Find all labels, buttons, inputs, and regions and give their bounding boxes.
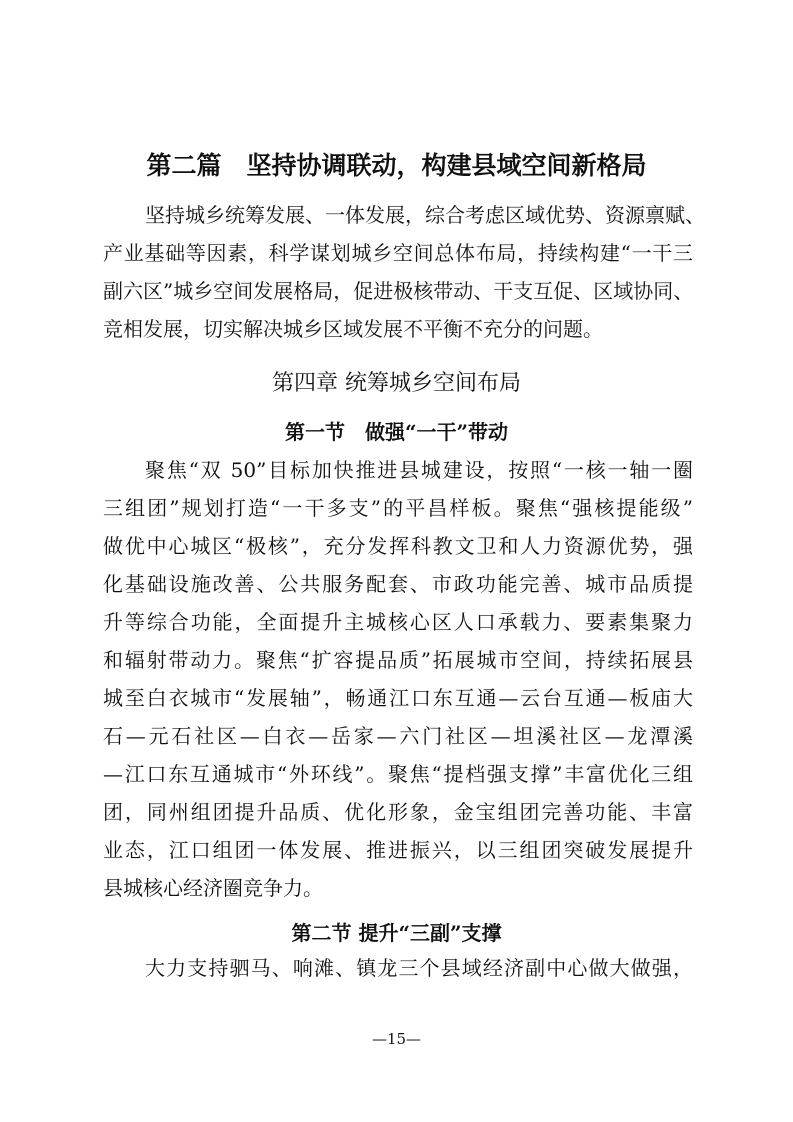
paragraph-line: 业态，江口组团一体发展、推进振兴，以三组团突破发展提升 (103, 838, 693, 862)
paragraph-line: 城至白衣城市“发展轴”，畅通江口东互通—云台互通—板庙大 (103, 686, 693, 710)
paragraph-line: 竞相发展，切实解决城乡区域发展不平衡不充分的问题。 (103, 317, 603, 341)
page-number: —15— (371, 1030, 422, 1048)
section-title: 第一节 做强“一干”带动 (284, 420, 508, 444)
paragraph-line: 石—元石社区—白衣—岳家—六门社区—坦溪社区—龙潭溪 (103, 724, 693, 748)
chapter-title: 第四章 统筹城乡空间布局 (272, 371, 521, 396)
paragraph-line: 县城核心经济圈竞争力。 (103, 876, 323, 900)
paragraph-line: 产业基础等因素，科学谋划城乡空间总体布局，持续构建“一干三 (103, 241, 693, 265)
paragraph-line: 聚焦“双 50”目标加快推进县城建设，按照“一核一轴一圈 (145, 458, 693, 482)
section-title: 第二节 提升“三副”支撑 (291, 921, 502, 945)
paragraph-line: 升等综合功能，全面提升主城核心区人口承载力、要素集聚力 (103, 610, 693, 634)
paragraph-line: —江口东互通城市“外环线”。聚焦“提档强支撑”丰富优化三组 (103, 762, 693, 786)
paragraph-line: 做优中心城区“极核”，充分发挥科教文卫和人力资源优势，强 (103, 534, 693, 558)
paragraph-line: 坚持城乡统筹发展、一体发展，综合考虑区域优势、资源禀赋、 (145, 203, 705, 227)
paragraph-line: 团，同州组团提升品质、优化形象，金宝组团完善功能、丰富 (103, 800, 693, 824)
paragraph-line: 大力支持驷马、响滩、镇龙三个县域经济副中心做大做强， (145, 956, 693, 980)
paragraph-line: 副六区”城乡空间发展格局，促进极核带动、干支互促、区域协同、 (103, 279, 694, 303)
part-title: 第二篇 坚持协调联动，构建县域空间新格局 (146, 151, 647, 180)
paragraph-line: 三组团”规划打造“一干多支”的平昌样板。聚焦“强核提能级” (103, 496, 693, 520)
paragraph-line: 化基础设施改善、公共服务配套、市政功能完善、城市品质提 (103, 572, 693, 596)
paragraph-line: 和辐射带动力。聚焦“扩容提品质”拓展城市空间，持续拓展县 (103, 648, 693, 672)
